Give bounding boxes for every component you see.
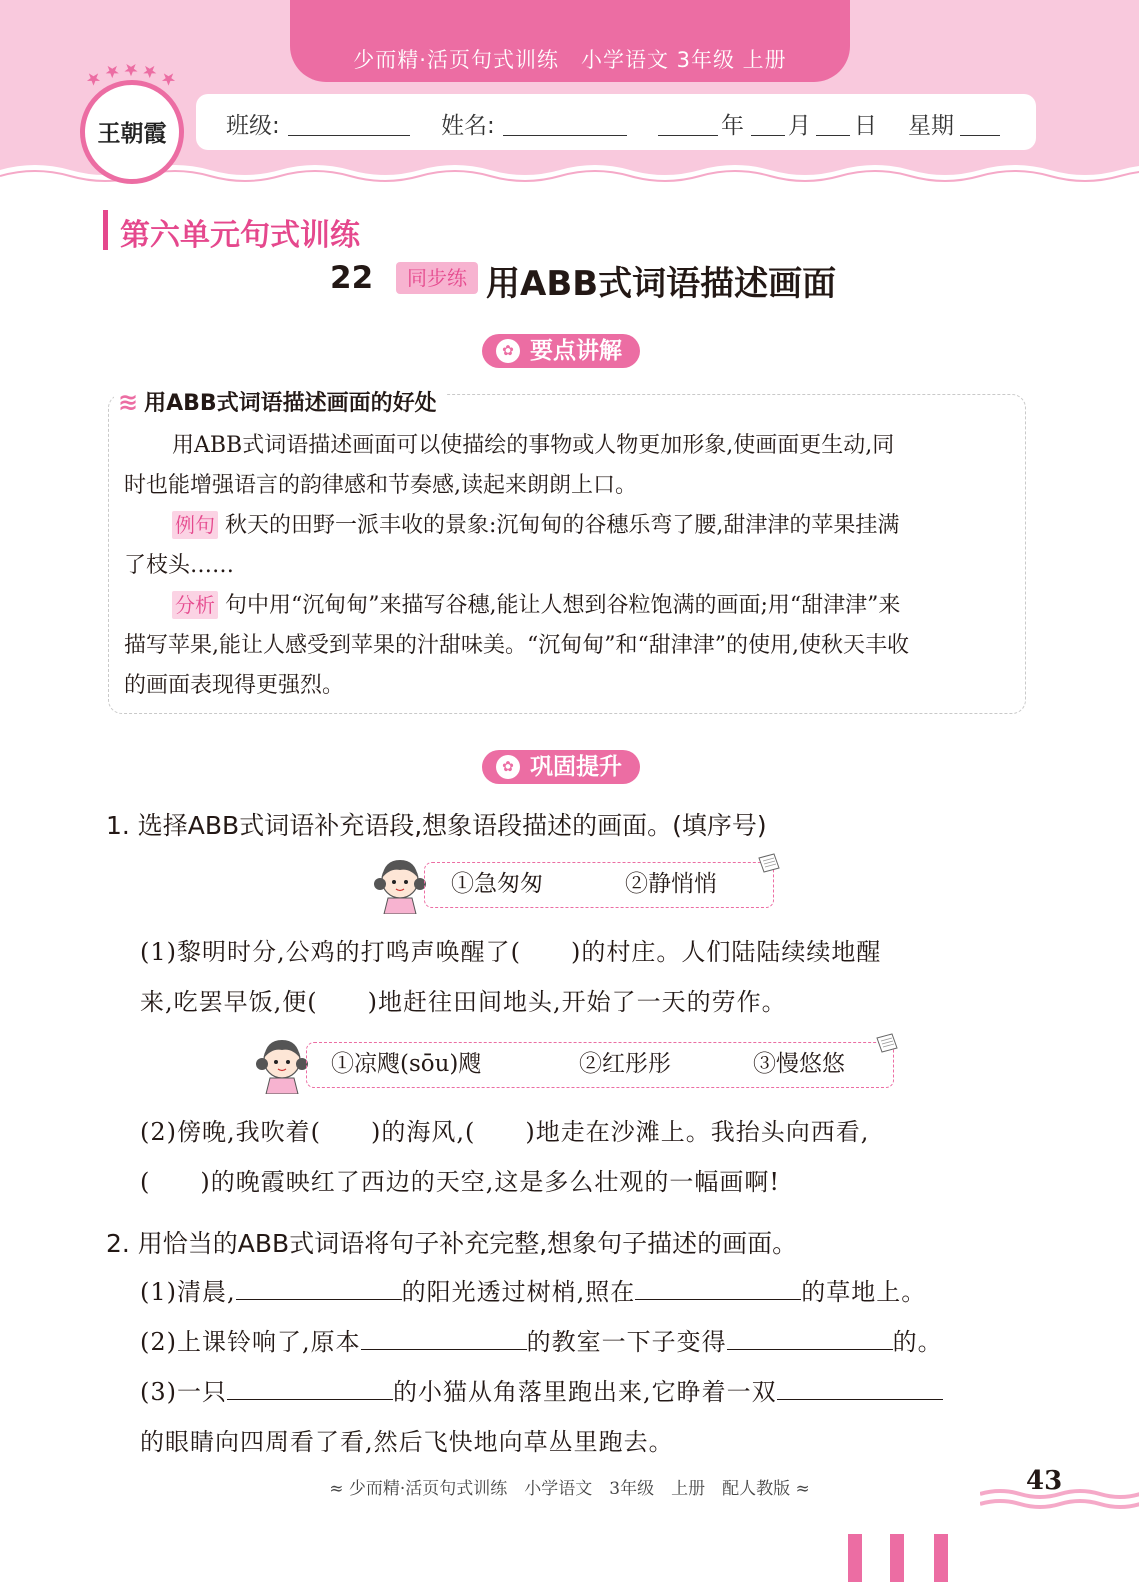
example-text: 秋天的田野一派丰收的景象:沉甸甸的谷穗乐弯了腰,甜津津的苹果挂满 [225, 513, 900, 538]
answer-blank[interactable] [777, 1378, 943, 1400]
student-info-bar [196, 94, 1036, 150]
lesson-number: 22 [330, 260, 374, 296]
month-field[interactable] [751, 135, 785, 136]
sentence-part: (1)清晨, [140, 1278, 236, 1306]
example-line: 了枝头…… [124, 553, 235, 578]
year-field[interactable] [658, 135, 718, 136]
class-label: 班级: [226, 113, 280, 139]
option-word: ①凉飕(sōu)飕 [331, 1051, 482, 1077]
footer-text: ≈ 少而精·活页句式训练 小学语文 3年级 上册 配人教版 ≈ [329, 1479, 810, 1499]
key-points-heading-text: 用ABB式词语描述画面的好处 [144, 391, 437, 416]
sentence-part: 的阳光透过树梢,照在 [401, 1278, 636, 1306]
wave-icon: ≋ [118, 388, 139, 416]
question-1-1-line: (1)黎明时分,公鸡的打鸣声唤醒了( )的村庄。人们陆陆续续地醒 [140, 938, 882, 966]
medal-icon: ✿ [496, 339, 520, 363]
lesson-title: 用ABB式词语描述画面 [486, 264, 837, 304]
week-field[interactable] [960, 135, 1000, 136]
option-word: ②静悄悄 [625, 871, 717, 897]
practice-label: 巩固提升 [530, 754, 622, 780]
year-label: 年 [721, 113, 744, 139]
question-2-1 [140, 1272, 926, 1307]
publisher-logo [80, 80, 184, 184]
question-2-2 [140, 1322, 943, 1357]
sentence-part: (3)一只 [140, 1378, 227, 1406]
explanation-line: 时也能增强语言的韵律感和节奏感,读起来朗朗上口。 [124, 473, 637, 498]
option-word: ①急匆匆 [451, 871, 543, 897]
unit-title: 第六单元句式训练 [103, 210, 360, 250]
explanation-line: 用ABB式词语描述画面可以使描绘的事物或人物更加形象,使画面更生动,同 [172, 433, 895, 458]
answer-blank[interactable] [236, 1278, 402, 1300]
question-2-3 [140, 1372, 943, 1407]
question-1-2-line: ( )的晚霞映红了西边的天空,这是多么壮观的一幅画啊! [140, 1168, 780, 1196]
paper-icon [756, 852, 782, 874]
word-options-box-1 [424, 862, 774, 908]
answer-blank[interactable] [227, 1378, 393, 1400]
lesson-tag: 同步练 [396, 262, 478, 294]
star-icon [86, 64, 176, 94]
key-points-heading [114, 386, 447, 417]
question-1-2-line: (2)傍晚,我吹着( )的海风,( )地走在沙滩上。我抬头向西看, [140, 1118, 870, 1146]
paper-icon [874, 1032, 900, 1054]
option-word: ③慢悠悠 [753, 1051, 845, 1077]
key-points-label: 要点讲解 [530, 338, 622, 364]
answer-blank[interactable] [361, 1328, 527, 1350]
sentence-part: 的草地上。 [801, 1278, 927, 1306]
option-word: ②红彤彤 [579, 1051, 671, 1077]
class-field[interactable] [288, 135, 410, 136]
week-label: 星期 [908, 113, 954, 139]
page-number: 43 [1026, 1466, 1063, 1496]
day-label: 日 [854, 113, 877, 139]
practice-pill [482, 750, 640, 784]
analysis-line [172, 586, 900, 626]
girl-icon [372, 854, 428, 914]
sentence-part: 的教室一下子变得 [526, 1328, 727, 1356]
logo-text: 王朝霞 [97, 120, 167, 147]
sentence-part: (2)上课铃响了,原本 [140, 1328, 361, 1356]
analysis-text: 句中用“沉甸甸”来描写谷穗,能让人想到谷粒饱满的画面;用“甜津津”来 [225, 593, 901, 618]
question-1-1-line: 来,吃罢早饭,便( )地赶往田间地头,开始了一天的劳作。 [140, 988, 787, 1016]
day-field[interactable] [816, 135, 850, 136]
word-options-box-2 [306, 1042, 894, 1088]
key-points-pill [482, 334, 640, 368]
analysis-line: 描写苹果,能让人感受到苹果的汁甜味美。“沉甸甸”和“甜津津”的使用,使秋天丰收 [124, 633, 909, 658]
question-2-3-line2: 的眼睛向四周看了看,然后飞快地向草丛里跑去。 [140, 1428, 674, 1456]
example-line [172, 506, 899, 546]
answer-blank[interactable] [727, 1328, 893, 1350]
name-field[interactable] [503, 135, 627, 136]
question-2-title: 2. 用恰当的ABB式词语将句子补充完整,想象句子描述的画面。 [106, 1229, 798, 1258]
example-tag: 例句 [172, 511, 218, 539]
girl-icon [254, 1034, 310, 1094]
series-title: 少而精·活页句式训练 小学语文 3年级 上册 [353, 48, 787, 72]
sentence-part: 的。 [892, 1328, 943, 1356]
sentence-part: 的小猫从角落里跑出来,它睁着一双 [393, 1378, 777, 1406]
question-1-title: 1. 选择ABB式词语补充语段,想象语段描述的画面。(填序号) [106, 811, 767, 840]
name-label: 姓名: [441, 113, 495, 139]
answer-blank[interactable] [635, 1278, 801, 1300]
month-label: 月 [788, 113, 811, 139]
medal-icon: ✿ [496, 755, 520, 779]
analysis-tag: 分析 [172, 591, 218, 619]
analysis-line: 的画面表现得更强烈。 [124, 673, 345, 698]
